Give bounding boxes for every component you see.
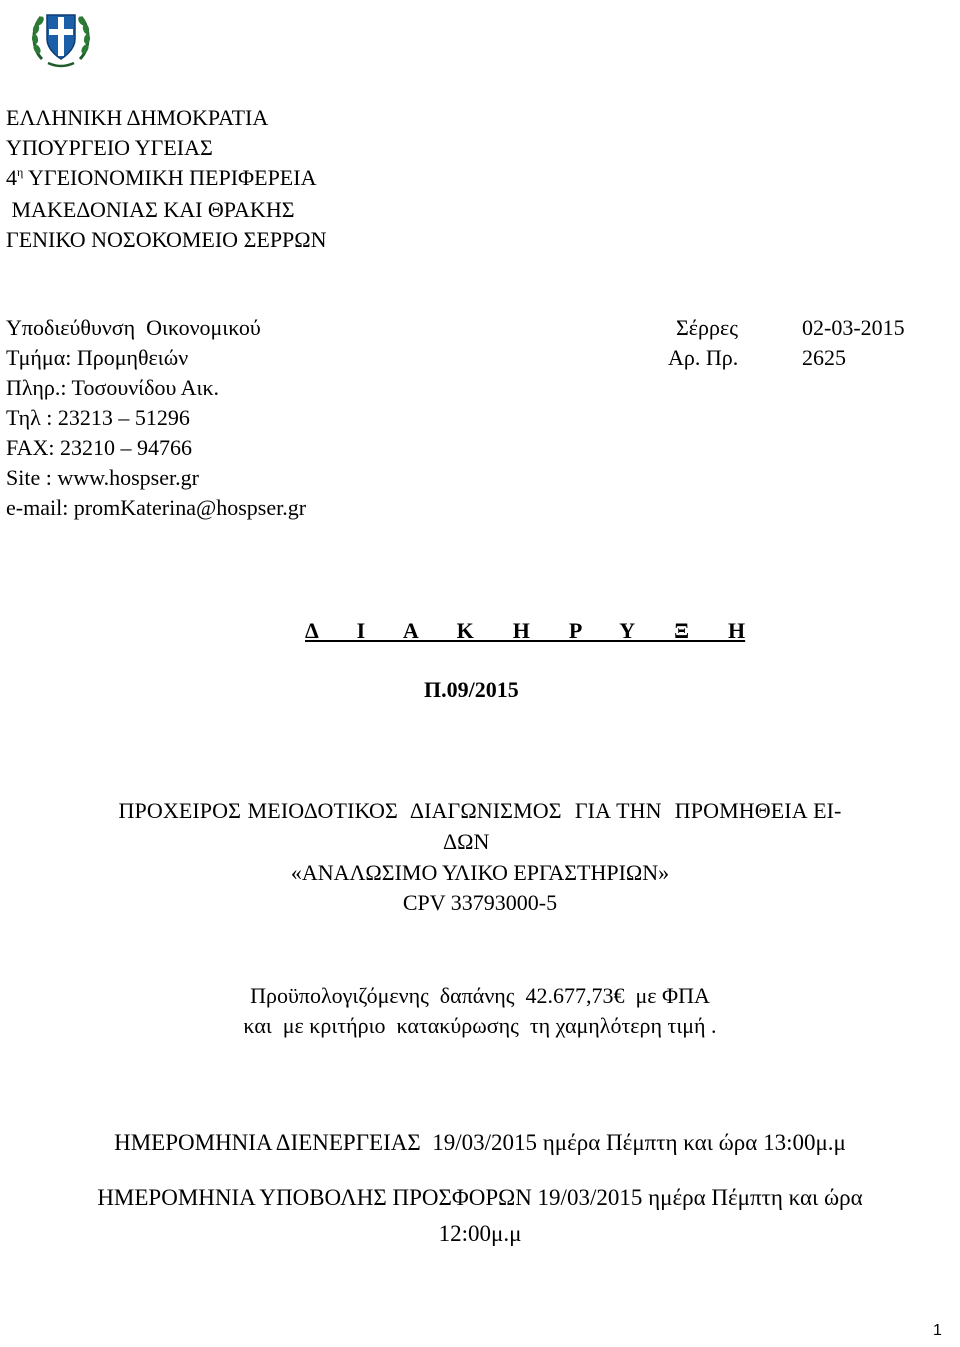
subject-line-2: ΔΩΝ <box>443 829 490 854</box>
email-address: e-mail: promKaterina@hospser.gr <box>6 495 307 520</box>
submission-date-line-1: ΗΜΕΡΟΜΗΝΙΑ ΥΠΟΒΟΛΗΣ ΠΡΟΣΦΟΡΩΝ 19/03/2015 ημέρα Πέμπτη και ώρα <box>97 1185 863 1210</box>
cpv-code: CPV 33793000-5 <box>402 890 558 915</box>
budget-line: Προϋπολογιζόμενης δαπάνης 42.677,73€ με ΦΠΑ <box>250 983 710 1008</box>
protocol-label: Αρ. Πρ. <box>668 345 739 370</box>
place-label: Σέρρες <box>676 315 738 340</box>
contact-person: Πληρ.: Τοσουνίδου Αικ. <box>6 375 220 400</box>
page-number: 1 <box>933 1322 942 1339</box>
country-name: ΕΛΛΗΝΙΚΗ ΔΗΜΟΚΡΑΤΙΑ <box>6 105 269 130</box>
item-description: «ΑΝΑΛΩΣΙΜΟ ΥΛΙΚΟ ΕΡΓΑΣΤΗΡΙΩΝ» <box>290 860 670 885</box>
region-name: ΜΑΚΕΔΟΝΙΑΣ ΚΑΙ ΘΡΑΚΗΣ <box>6 197 295 222</box>
award-criterion: και με κριτήριο κατακύρωσης τη χαμηλότερη τιμή . <box>243 1013 717 1038</box>
conduct-date: ΗΜΕΡΟΜΗΝΙΑ ΔΙΕΝΕΡΓΕΙΑΣ 19/03/2015 ημέρα Πέμπτη και ώρα 13:00μ.μ <box>114 1130 846 1155</box>
health-region-line: $4^\eta$ ΥΓΕΙΟΝΟΜΙΚΗ ΠΕΡΙΦΕΡΕΙΑ <box>6 165 317 190</box>
website: Site : www.hospser.gr <box>6 465 199 490</box>
fax-number: FAX: 23210 – 94766 <box>6 435 192 460</box>
document-date: 02-03-2015 <box>802 315 905 340</box>
subject-line-1: ΠΡΟΧΕΙΡΟΣ ΜΕΙΟΔΟΤΙΚΟΣ ΔΙΑΓΩΝΙΣΜΟΣ ΓΙΑ ΤΗΝ ΠΡΟΜΗΘΕΙΑ ΕΙ- <box>118 798 842 823</box>
greek-coat-of-arms-icon <box>28 5 94 71</box>
announcement-number: Π.09/2015 <box>424 677 519 702</box>
hospital-name: ΓΕΝΙΚΟ ΝΟΣΟΚΟΜΕΙΟ ΣΕΡΡΩΝ <box>6 227 327 252</box>
ministry-name: ΥΠΟΥΡΓΕΙΟ ΥΓΕΙΑΣ <box>6 135 213 160</box>
document-title: Δ Ι Α Κ Η Ρ Υ Ξ Η <box>305 618 746 643</box>
submission-date-line-2: 12:00μ.μ <box>438 1221 522 1246</box>
department-name: Τμήμα: Προμηθειών <box>6 345 189 370</box>
division-name: Υποδιεύθυνση Οικονομικού <box>6 315 261 340</box>
phone-number: Τηλ : 23213 – 51296 <box>6 405 190 430</box>
protocol-number: 2625 <box>802 345 846 370</box>
